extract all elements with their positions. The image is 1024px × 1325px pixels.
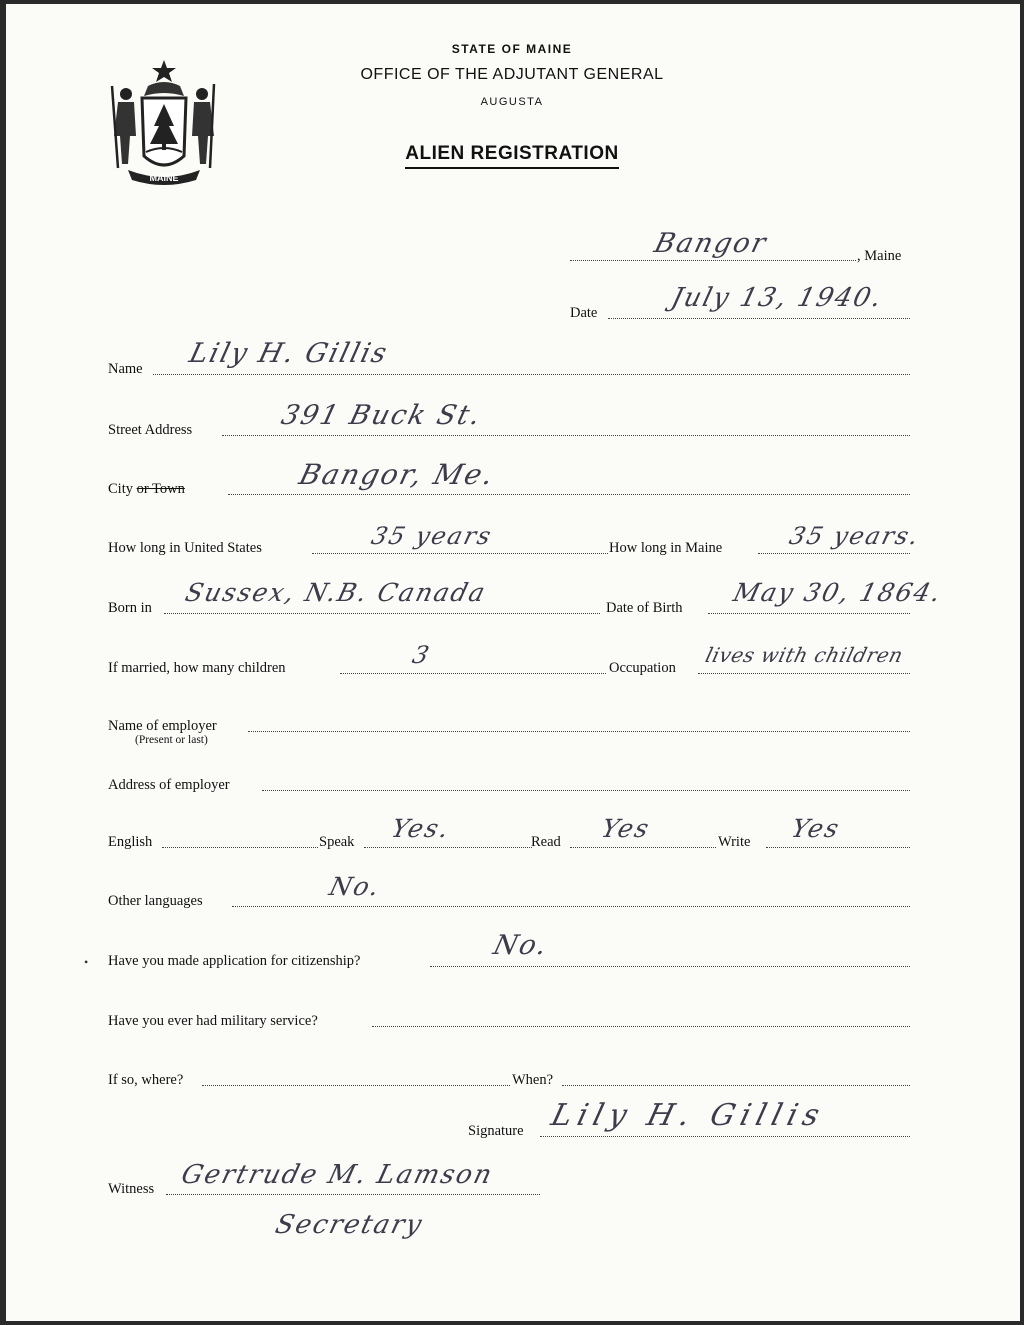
citizenship-value: No.: [490, 930, 552, 961]
when-line: [562, 1085, 910, 1086]
write-value: Yes: [788, 814, 844, 843]
witness-value: Gertrude M. Lamson: [178, 1160, 497, 1190]
margin-dot: •: [84, 955, 89, 969]
military-label: Have you ever had military service?: [108, 1013, 318, 1029]
children-line: [340, 673, 606, 674]
employer-label: Name of employer: [108, 718, 217, 734]
military-line: [372, 1026, 910, 1027]
where-line: [202, 1085, 510, 1086]
born-line: [164, 613, 600, 614]
occupation-label: Occupation: [609, 660, 676, 676]
citizenship-line: [430, 966, 910, 967]
name-label: Name: [108, 361, 143, 377]
date-line: [608, 318, 910, 319]
place-line: [570, 260, 856, 261]
other-languages-label: Other languages: [108, 893, 203, 909]
dob-value: May 30, 1864.: [730, 578, 946, 607]
english-line: [162, 847, 318, 848]
witness-label: Witness: [108, 1181, 155, 1197]
date-value: July 13, 1940.: [668, 283, 887, 313]
signature-label: Signature: [468, 1123, 524, 1139]
employer-address-label: Address of employer: [108, 777, 230, 793]
date-label: Date: [570, 305, 598, 321]
signature-line: [540, 1136, 910, 1137]
occupation-line: [698, 673, 910, 674]
employer-line: [248, 731, 910, 732]
speak-line: [364, 847, 532, 848]
read-label: Read: [531, 834, 561, 850]
where-label: If so, where?: [108, 1072, 184, 1088]
signature-value: Lily H. Gillis: [547, 1098, 829, 1133]
maine-seal-icon: [104, 56, 224, 188]
occupation-value: lives with children: [703, 643, 906, 667]
svg-text:MAINE: MAINE: [149, 173, 179, 183]
write-line: [766, 847, 910, 848]
when-label: When?: [512, 1072, 554, 1088]
street-line: [222, 435, 910, 436]
employer-sublabel: (Present or last): [135, 734, 208, 746]
speak-label: Speak: [319, 834, 355, 850]
city-value: Bangor, Me.: [295, 458, 499, 491]
street-label: Street Address: [108, 422, 193, 438]
name-line: [153, 374, 910, 375]
us-years-value: 35 years: [368, 522, 496, 550]
english-label: English: [108, 834, 153, 850]
me-years-line: [758, 553, 910, 554]
me-years-label: How long in Maine: [609, 540, 723, 556]
dob-label: Date of Birth: [606, 600, 683, 616]
citizenship-label: Have you made application for citizenship?: [108, 953, 361, 969]
office-heading: OFFICE OF THE ADJUTANT GENERAL: [360, 66, 664, 83]
witness-title: Secretary: [272, 1210, 427, 1240]
place-value: Bangor: [651, 228, 771, 259]
us-years-label: How long in United States: [108, 540, 262, 556]
us-years-line: [312, 553, 608, 554]
place-suffix: , Maine: [857, 248, 902, 264]
born-value: Sussex, N.B. Canada: [182, 578, 490, 607]
city-line: [228, 494, 910, 495]
city-heading: AUGUSTA: [480, 96, 544, 108]
speak-value: Yes.: [388, 814, 454, 843]
read-line: [570, 847, 716, 848]
born-label: Born in: [108, 600, 152, 616]
other-languages-value: No.: [326, 872, 385, 901]
dob-line: [708, 613, 910, 614]
read-value: Yes: [598, 814, 654, 843]
name-value: Lily H. Gillis: [186, 338, 392, 369]
children-value: 3: [409, 641, 434, 669]
me-years-value: 35 years.: [786, 522, 924, 550]
witness-line: [166, 1194, 540, 1195]
children-label: If married, how many children: [108, 660, 286, 676]
street-value: 391 Buck St.: [278, 400, 486, 431]
write-label: Write: [718, 834, 751, 850]
employer-address-line: [262, 790, 910, 791]
city-label: City or Town: [108, 481, 185, 497]
other-languages-line: [232, 906, 910, 907]
form-title: ALIEN REGISTRATION: [0, 143, 1024, 165]
state-heading: STATE OF MAINE: [451, 42, 573, 56]
